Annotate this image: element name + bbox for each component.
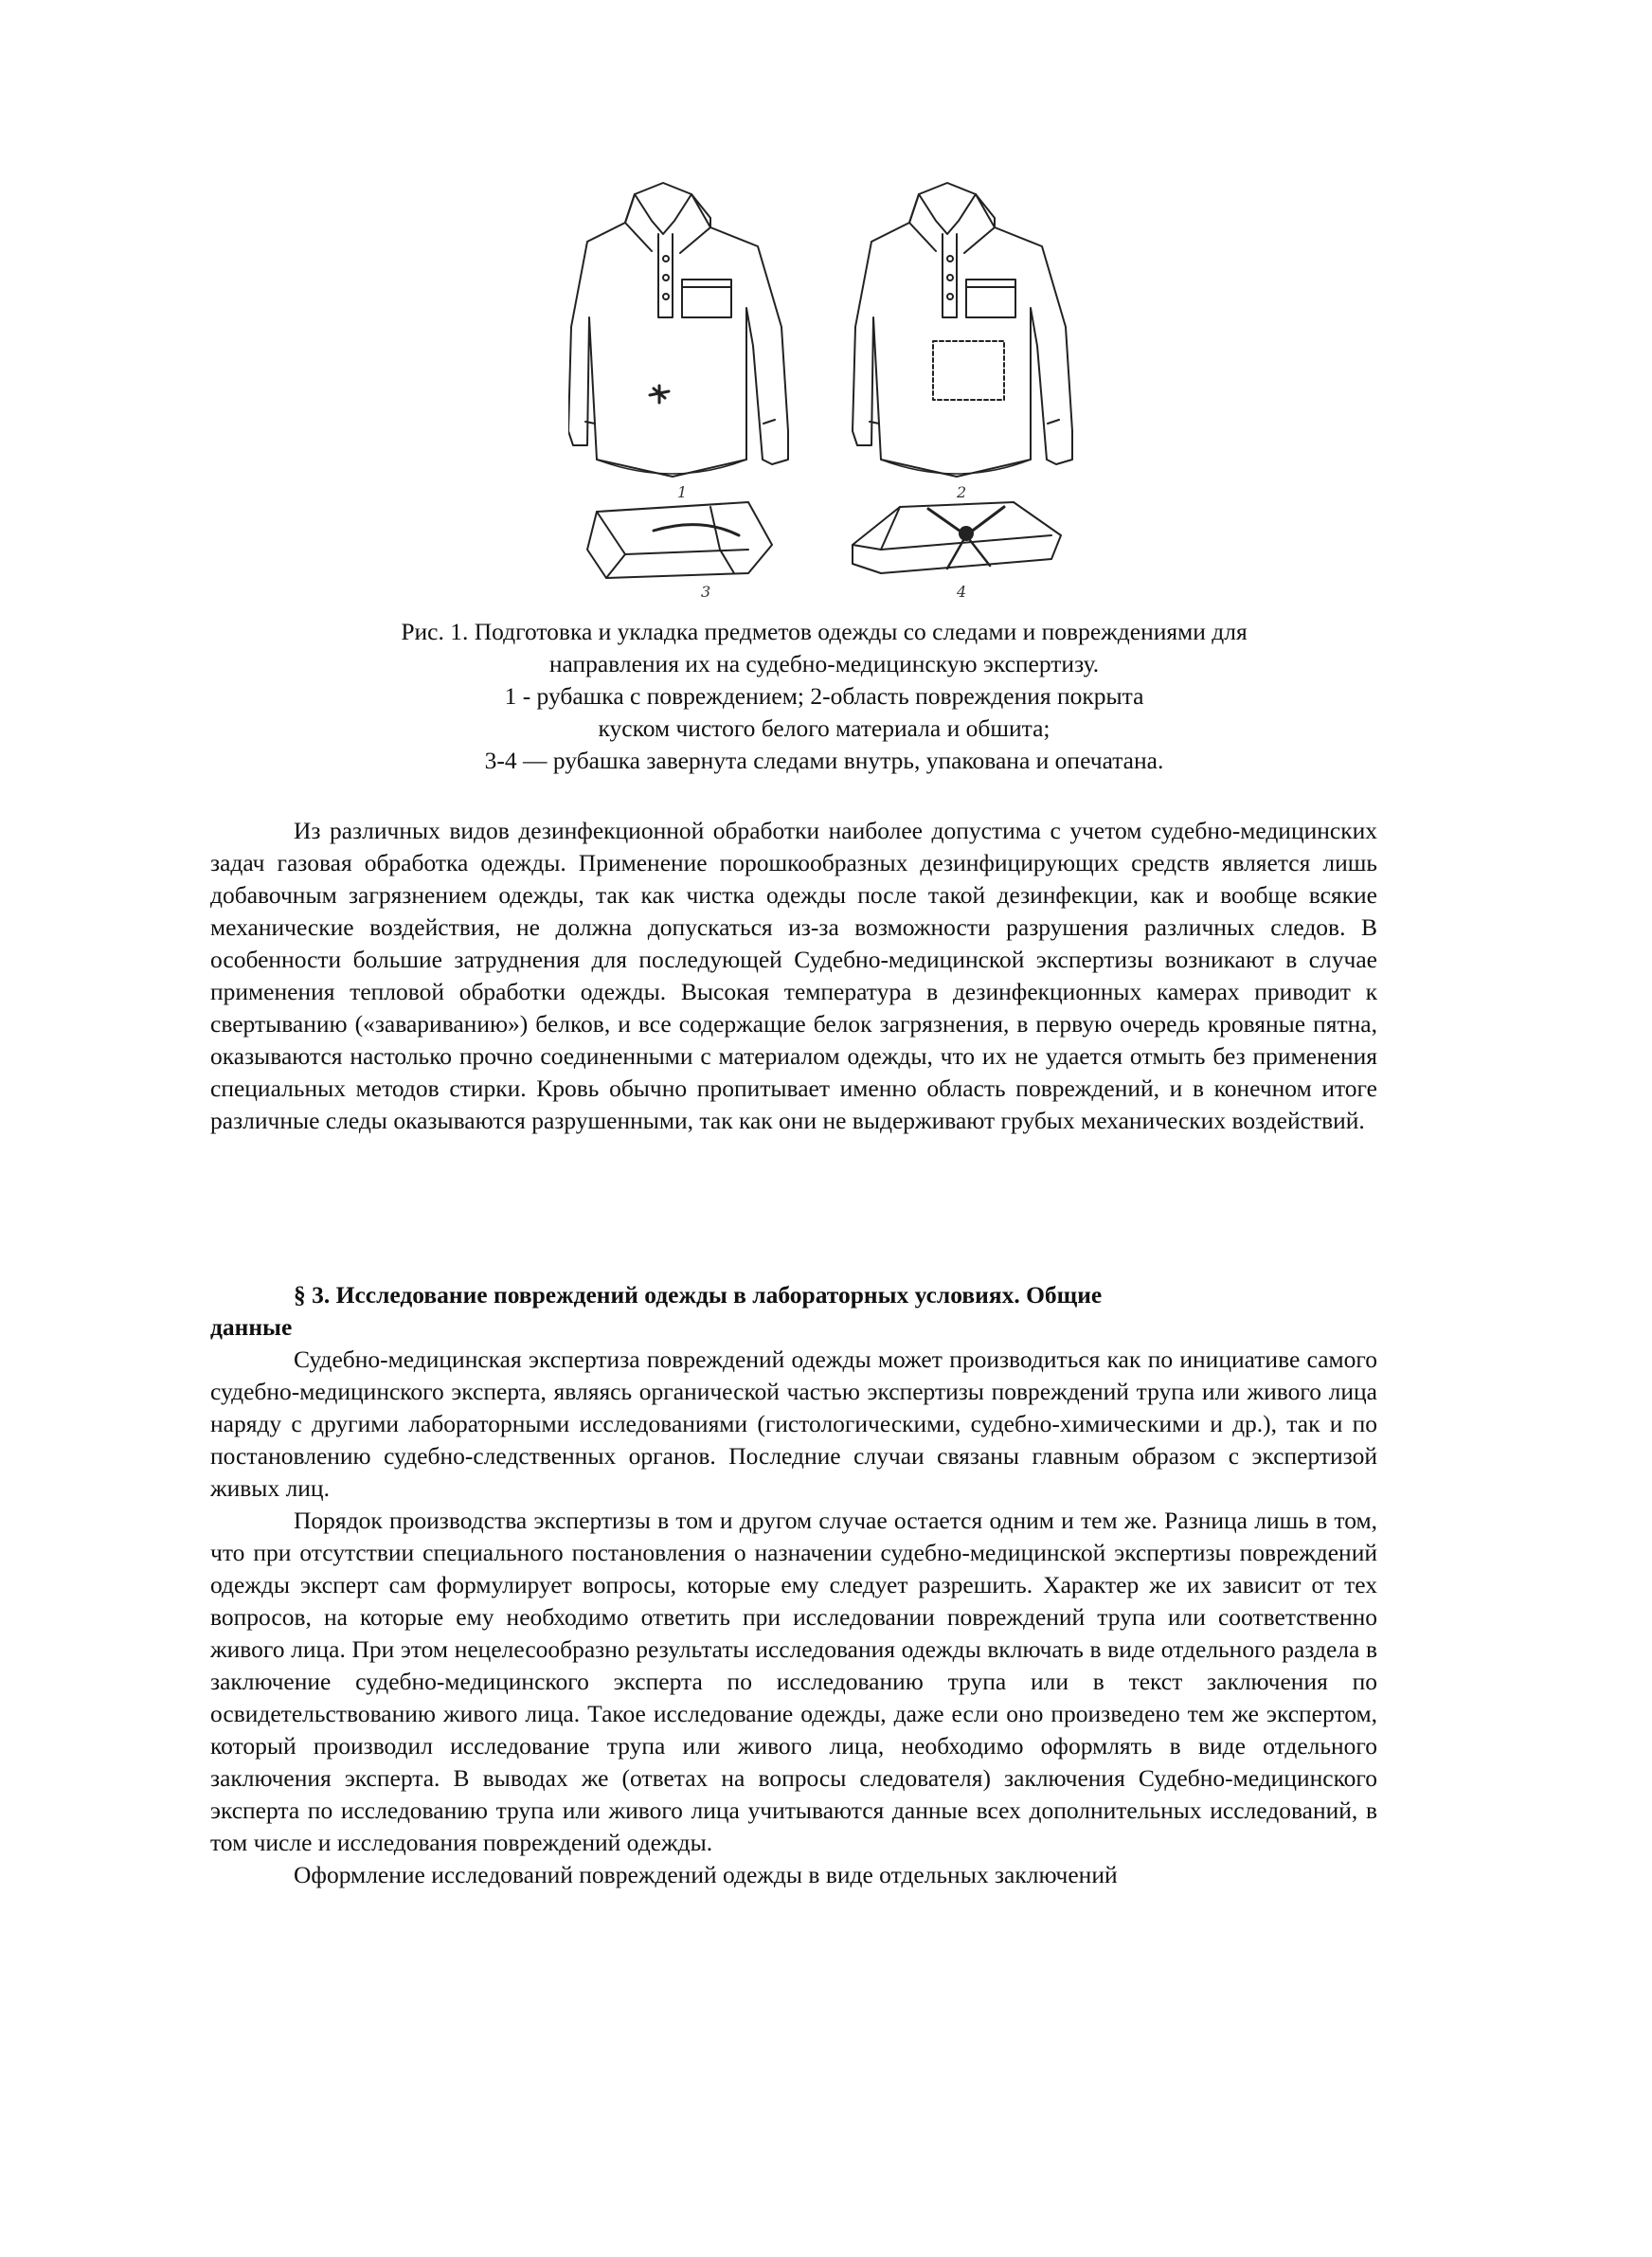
section-heading-line1: § 3. Исследование повреждений одежды в лабораторных условиях. Общие xyxy=(294,1281,1103,1309)
body-paragraph: Оформление исследований повреждений одежды в виде отдельных заключений xyxy=(294,1861,1118,1888)
section-heading-line2: данные xyxy=(210,1313,293,1341)
shirt-with-damage xyxy=(568,183,788,477)
shirt-with-patch xyxy=(853,183,1072,477)
caption-line: направления их на судебно-медицинскую экспертизу. xyxy=(548,650,1100,677)
caption-line: 3-4 — рубашка завернута следами внутрь, упакована и опечатана. xyxy=(484,747,1164,774)
sealed-package xyxy=(853,502,1061,573)
caption-line: 1 - рубашка с повреждением; 2-область повреждения покрыта xyxy=(504,682,1144,710)
section-heading xyxy=(210,1279,1377,1311)
section-heading-continuation xyxy=(210,1311,1377,1344)
section-3 xyxy=(210,1279,1377,1891)
figure-label-4: 4 xyxy=(957,583,967,601)
paragraph-disinfection xyxy=(210,815,1377,1137)
figure-caption xyxy=(284,616,1364,777)
caption-line: Рис. 1. Подготовка и укладка предметов одежды со следами и повреждениями для xyxy=(401,618,1248,645)
shirt-illustration xyxy=(568,175,1099,621)
figure-label-2: 2 xyxy=(957,483,967,501)
folded-shirt-package xyxy=(587,502,772,578)
figure-label-3: 3 xyxy=(701,583,711,601)
body-paragraph: Судебно-медицинская экспертиза повреждений одежды может производиться как по инициативе самого судебно-медицинского эксперта, являясь органической частью экспертизы повреждений трупа или живого лица наряду с другими лабораторными исследованиями (гистологическими, судебно-химическими и др.), так и по постановлению судебно-следственных органов. Последние случаи связаны главным образом с экспертизой живых лиц. xyxy=(210,1345,1377,1502)
caption-line: куском чистого белого материала и обшита; xyxy=(598,714,1050,742)
body-paragraph: Из различных видов дезинфекционной обработки наиболее допустима с учетом судебно-медицинских задач газовая обработка одежды. Применение порошкообразных дезинфицирующих средств является лишь добавочным загрязнением одежды, так как чистка одежды после такой дезинфекции, как и вообще всякие механические воздействия, не должна допускаться из-за возможности разрушения различных следов. В особенности большие затруднения для последующей Судебно-медицинской экспертизы возникают в случае применения тепловой обработки одежды. Высокая температура в дезинфекционных камерах приводит к свертыванию («завариванию») белков, и все содержащие белок загрязнения, в первую очередь кровяные пятна, оказываются настолько прочно соединенными с материалом одежды, что их не удается отмыть без применения специальных методов стирки. Кровь обычно пропитывает именно область повреждений, и в конечном итоге различные следы оказываются разрушенными, так как они не выдерживают грубых механических воздействий. xyxy=(210,817,1377,1134)
body-paragraph: Порядок производства экспертизы в том и другом случае остается одним и тем же. Разница лишь в том, что при отсутствии специального постановления о назначении судебно-медицинской экспертизы повреждений одежды эксперт сам формулирует вопросы, которые ему следует разрешить. Характер же их зависит от тех вопросов, на которые ему необходимо ответить при исследовании повреждений трупа или соответственно живого лица. При этом нецелесообразно результаты исследования одежды включать в виде отдельного раздела в заключение судебно-медицинского эксперта по исследованию трупа или в текст заключения по освидетельствованию живого лица. Такое исследование одежды, даже если оно произведено тем же экспертом, который производил исследование трупа или живого лица, необходимо оформлять в виде отдельного заключения эксперта. В выводах же (ответах на вопросы следователя) заключения Судебно-медицинского эксперта по исследованию трупа или живого лица учитываются данные всех дополнительных исследований, в том числе и исследования повреждений одежды. xyxy=(210,1507,1377,1856)
figure-label-1: 1 xyxy=(677,483,688,501)
